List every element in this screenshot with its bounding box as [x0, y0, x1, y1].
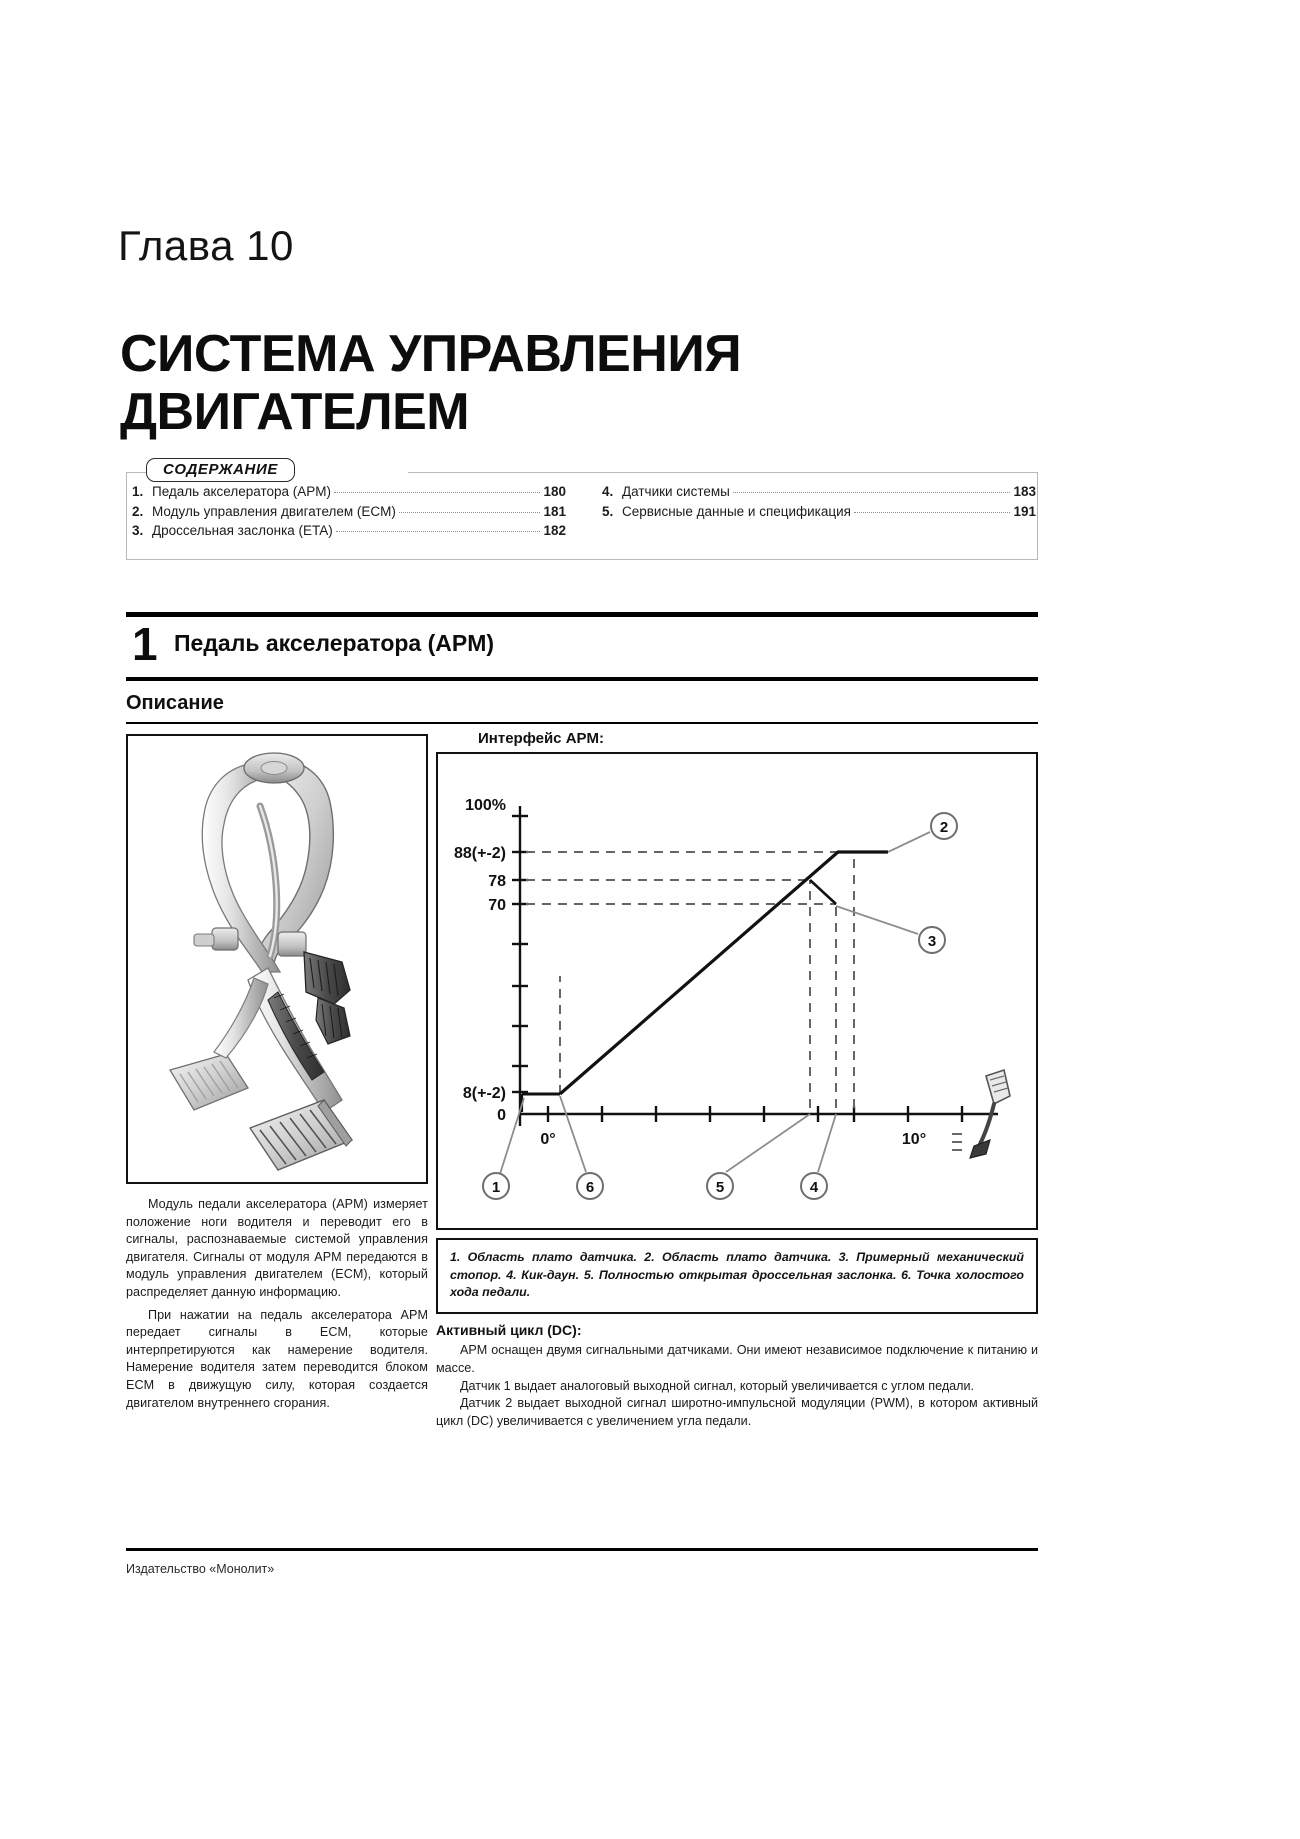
leader-6: [560, 1096, 586, 1172]
pedal-mount-lug-right: [278, 932, 306, 956]
toc-entry-number: 1.: [132, 484, 144, 499]
chart-horizontal-guides: [526, 852, 838, 904]
series-main-ramp: [560, 852, 888, 1094]
description-paragraph-2: При нажатии на педаль акселератора APM передает сигналы в ECM, которые интерпретируются как намерение водителя. Намерение водителя затем переводится блоком ECM в движущую силу, которая создается двигателом внутреннего сгорания.: [126, 1307, 428, 1410]
series-mechanical-stop: [810, 880, 836, 904]
accelerator-pedal-pad: [250, 1100, 352, 1170]
toc-entry-number: 2.: [132, 503, 144, 519]
callout-leaders: [500, 832, 930, 1174]
active-cycle-heading: Активный цикл (DC):: [436, 1322, 582, 1338]
toc-entry-label: Модуль управления двигателем (ECM): [152, 503, 396, 519]
chart-x-label-0deg: 0°: [540, 1131, 556, 1148]
toc-entry[interactable]: [126, 482, 566, 502]
chart-y-label-88: 88(+-2): [453, 845, 506, 862]
chart-x-label-10deg: 10°: [901, 1131, 927, 1148]
toc-tab-label: СОДЕРЖАНИЕ: [146, 458, 295, 482]
apm-interface-plot: [438, 754, 1035, 1227]
pedal-mount-lug-left: [212, 928, 238, 950]
section-title: Педаль акселератора (APM): [174, 630, 495, 656]
toc-entry[interactable]: [126, 521, 566, 541]
toc-leader-dots: [336, 531, 541, 532]
active-cycle-paragraph-2: Датчик 1 выдает аналоговый выходной сигнал, который увеличивается с углом педали.: [460, 1378, 975, 1393]
sensor-connector: [316, 998, 350, 1044]
active-cycle-paragraph-1: APM оснащен двумя сигнальными датчиками. Они имеют независимое подключение к питанию и массе.: [436, 1343, 1038, 1375]
toc-entry-page: 183: [1013, 484, 1036, 499]
toc-entry[interactable]: [596, 482, 1036, 502]
chart-legend-caption: 1. Область плато датчика. 2. Область плато датчика. 3. Примерный механический стопор. 4. Кик-даун. 5. Полностью открытая дроссельная заслонка. 6. Точка холостого хода педали.: [450, 1250, 1024, 1299]
pedal-position-sensor-body: [304, 952, 350, 1004]
section-rule-top: [126, 612, 1038, 617]
footer-publisher: Издательство «Монолит»: [126, 1562, 275, 1576]
toc-leader-dots: [854, 512, 1010, 513]
toc-entry[interactable]: [126, 502, 566, 522]
toc-columns: [126, 482, 1038, 541]
toc-entry-page: 191: [1013, 503, 1036, 519]
chart-y-label-0: 0: [497, 1107, 506, 1124]
toc-entry-label: Сервисные данные и спецификация: [622, 503, 851, 519]
chart-caption-label: Интерфейс APM:: [478, 730, 605, 747]
chart-vertical-guides: [560, 852, 854, 1108]
leader-2: [888, 832, 930, 852]
toc-top-rule-right: [408, 472, 1038, 473]
footer-rule: [126, 1548, 1038, 1551]
active-cycle-paragraph-3: Датчик 2 выдает выходной сигнал широтно-импульсной модуляции (PWM), в котором активный цикл (DC) увеличивается с увеличением угла педали.: [436, 1396, 1038, 1429]
callout-number-2: 2: [939, 819, 949, 836]
section-header: [126, 612, 1038, 682]
callout-number-4: 4: [809, 1179, 819, 1196]
chart-y-label-78: 78: [488, 873, 506, 890]
chart-y-label-8: 8(+-2): [462, 1085, 506, 1102]
page-title-line-2: ДВИГАТЕЛЕМ: [120, 383, 470, 441]
leader-4: [818, 1114, 836, 1172]
toc-entry-page: 180: [543, 484, 566, 499]
pedal-pad-secondary: [170, 1054, 248, 1110]
toc-leader-dots: [399, 512, 541, 513]
pedal-assembly-figure: [126, 734, 428, 1184]
callout-number-5: 5: [715, 1179, 725, 1196]
active-cycle-text: [436, 1342, 1038, 1431]
pedal-mount-tab-left: [194, 934, 214, 946]
toc-entry-page: 182: [543, 523, 566, 538]
toc-entry-number: 3.: [132, 523, 144, 538]
description-text-left: [126, 1196, 428, 1412]
page-title-line-1: СИСТЕМА УПРАВЛЕНИЯ: [120, 325, 742, 383]
pedal-secondary-arm: [214, 978, 268, 1058]
chapter-label: Глава 10: [118, 222, 294, 269]
pedal-pivot-bore: [261, 762, 287, 775]
section-rule-bottom: [126, 677, 1038, 681]
toc-entry-number: 5.: [602, 503, 614, 519]
chart-y-label-70: 70: [488, 897, 506, 914]
toc-entry-page: 181: [543, 503, 566, 519]
chart-legend-box: [436, 1238, 1038, 1314]
apm-interface-chart: [436, 752, 1038, 1230]
pedal-assembly-illustration: [128, 736, 426, 1182]
callout-number-3: 3: [927, 933, 937, 950]
subsection-heading: Описание: [126, 692, 224, 714]
description-paragraph-1: Модуль педали акселератора (APM) измеряет положение ноги водителя и переводит его в сигналы, распознаваемые системой управления двигателя. Сигналы от модуля APM передаются в модуль управления двигателем (ECM), который распределяет данную информацию.: [126, 1197, 428, 1299]
page-title: [120, 325, 1020, 441]
leader-5: [726, 1114, 810, 1172]
toc-leader-dots: [334, 492, 540, 493]
callout-number-6: 6: [585, 1179, 595, 1196]
toc-leader-dots: [733, 492, 1011, 493]
toc-entry-label: Дроссельная заслонка (ETA): [152, 523, 333, 538]
leader-3: [836, 906, 918, 934]
toc-column-right: [596, 482, 1036, 541]
callout-number-1: 1: [491, 1179, 501, 1196]
subsection-rule: [126, 722, 1038, 724]
toc-entry[interactable]: [596, 502, 1036, 522]
chart-y-label-100: 100%: [465, 797, 506, 814]
toc-entry-label: Датчики системы: [622, 484, 730, 499]
section-number: 1: [132, 618, 158, 670]
toc-entry-label: Педаль акселератора (APM): [152, 484, 331, 499]
page-sheet: [118, 0, 1038, 1839]
toc-entry-number: 4.: [602, 484, 614, 499]
toc-column-left: [126, 482, 566, 541]
